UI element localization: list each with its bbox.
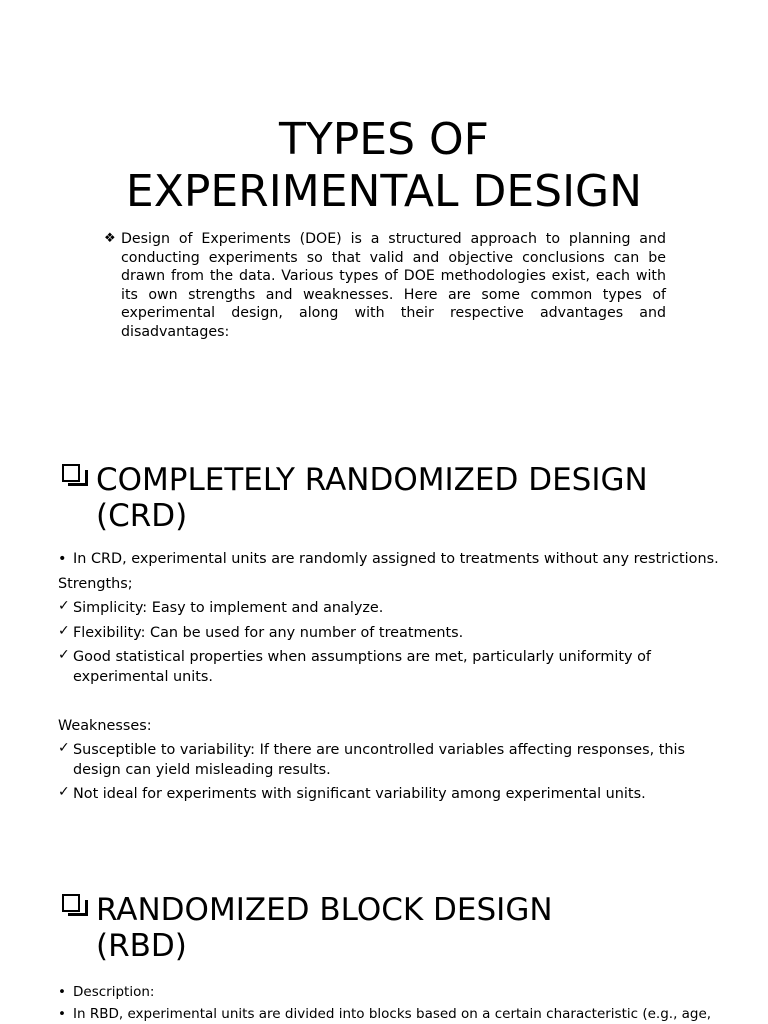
title-line-1: TYPES OF: [279, 114, 489, 165]
rbd-list-item: [58, 1004, 748, 1024]
crd-strength-item: [58, 599, 748, 619]
crd-weakness-text: Not ideal for experiments with significant variability among experimental units.: [73, 786, 646, 802]
crd-heading-line-1: COMPLETELY RANDOMIZED DESIGN: [96, 462, 648, 498]
check-mark-icon: ✓: [58, 740, 70, 756]
crd-strength-text: Simplicity: Easy to implement and analyze.: [73, 600, 384, 616]
bullet-dot-icon: •: [58, 1006, 66, 1022]
crd-strength-text: Good statistical properties when assumptions are met, particularly uniformity of experimental units.: [73, 649, 651, 685]
rbd-item-text: Description:: [73, 984, 155, 1000]
crd-weakness-item: [58, 741, 688, 780]
page-title: [60, 114, 708, 218]
crd-heading: [58, 462, 738, 534]
check-mark-icon: ✓: [58, 647, 70, 663]
crd-strength-text: Flexibility: Can be used for any number of treatments.: [73, 625, 464, 641]
rbd-list-item: [58, 982, 748, 1002]
diamond-bullet-icon: ❖: [104, 231, 116, 246]
crd-description-text: In CRD, experimental units are randomly assigned to treatments without any restrictions.: [73, 551, 719, 567]
checkbox-square-icon: [62, 464, 80, 482]
title-line-2: EXPERIMENTAL DESIGN: [125, 166, 643, 217]
crd-heading-line-2: (CRD): [96, 498, 188, 534]
rbd-item-text: In RBD, experimental units are divided into blocks based on a certain characteristic (e.g., age,: [73, 1006, 712, 1022]
crd-strength-item: [58, 648, 658, 687]
intro-text: Design of Experiments (DOE) is a structured approach to planning and conducting experiments so that valid and objective conclusions can be drawn from the data. Various types of DOE methodologies exist, each with its own strengths and weaknesses. Here are some common types of experimental design, along with their respective advantages and disadvantages:: [121, 231, 666, 340]
intro-paragraph: [104, 230, 666, 341]
rbd-heading-line-2: (RBD): [96, 928, 187, 964]
rbd-heading-line-1: RANDOMIZED BLOCK DESIGN: [96, 892, 553, 928]
crd-weakness-text: Susceptible to variability: If there are uncontrolled variables affecting responses, this design can yield misleading results.: [73, 742, 686, 778]
crd-weaknesses-label: Weaknesses:: [58, 718, 152, 734]
crd-strengths-label: Strengths;: [58, 576, 133, 592]
bullet-dot-icon: •: [58, 984, 66, 1000]
check-mark-icon: ✓: [58, 623, 70, 639]
rbd-heading: [58, 892, 738, 964]
crd-description: [58, 550, 748, 570]
checkbox-square-icon: [62, 894, 80, 912]
check-mark-icon: ✓: [58, 598, 70, 614]
check-mark-icon: ✓: [58, 784, 70, 800]
bullet-dot-icon: •: [58, 551, 67, 567]
crd-weakness-item: [58, 785, 748, 805]
crd-strength-item: [58, 624, 748, 644]
